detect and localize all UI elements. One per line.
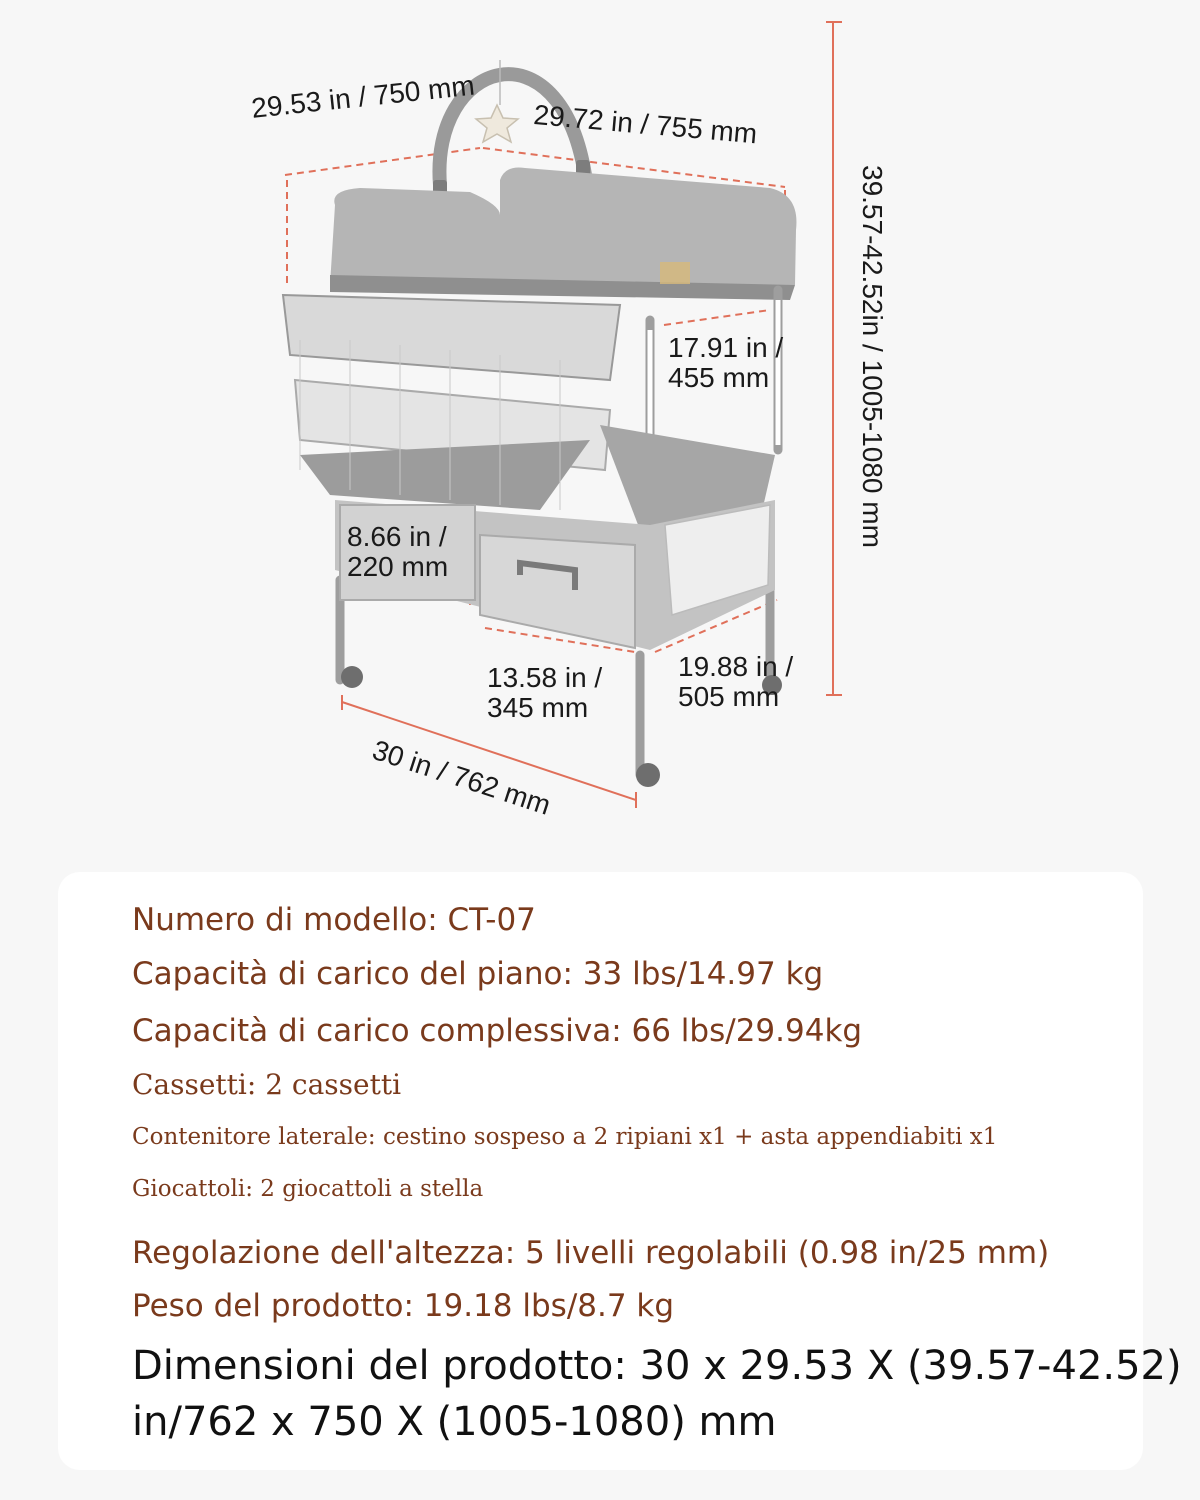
dimension-height-label: 39.57-42.52in / 1005-1080 mm [857,165,888,548]
dimension-width-label: 29.53 in / 750 mm [249,69,477,124]
spec-model-number: Numero di modello: CT-07 [132,902,536,938]
star-toy [476,105,518,142]
shelf-gap-line2: 455 mm [668,362,770,393]
spec-total-load-capacity: Capacità di carico complessiva: 66 lbs/29.94kg [132,1013,863,1049]
bottom-depth-line2: 505 mm [678,681,780,712]
spec-top-load-capacity: Capacità di carico del piano: 33 lbs/14.97 kg [132,956,824,992]
dimension-base-width-label: 30 in / 762 mm [368,734,555,821]
drawer-height-line1: 8.66 in / [347,521,447,552]
side-basket [283,295,620,380]
dimension-shelf-gap-label [668,333,783,393]
spec-side-storage: Contenitore laterale: cestino sospeso a 2 ripiani x1 + asta appendiabiti x1 [132,1124,998,1150]
spec-toys: Giocattoli: 2 giocattoli a stella [132,1176,484,1202]
spec-height-adjustment: Regolazione dell'altezza: 5 livelli regolabili (0.98 in/25 mm) [132,1235,1050,1271]
dimension-drawer-height-label [347,522,448,582]
spec-product-weight: Peso del prodotto: 19.18 lbs/8.7 kg [132,1288,675,1324]
changing-pad [330,168,796,286]
dimension-depth-label: 29.72 in / 755 mm [532,99,759,150]
spec-product-dimensions: Dimensioni del prodotto: 30 x 29.53 X (39.57-42.52) in/762 x 750 X (1005-1080) mm [132,1343,1182,1445]
drawer-width-line2: 345 mm [487,692,589,723]
drawer-height-line2: 220 mm [347,551,449,582]
spec-drawers: Cassetti: 2 cassetti [132,1068,402,1101]
shelf-gap-line1: 17.91 in / [668,332,784,363]
dimension-drawer-width-label [487,663,602,723]
dimension-bottom-depth-label [678,652,793,712]
bottom-depth-line1: 19.88 in / [678,651,794,682]
drawer-width-line1: 13.58 in / [487,662,603,693]
